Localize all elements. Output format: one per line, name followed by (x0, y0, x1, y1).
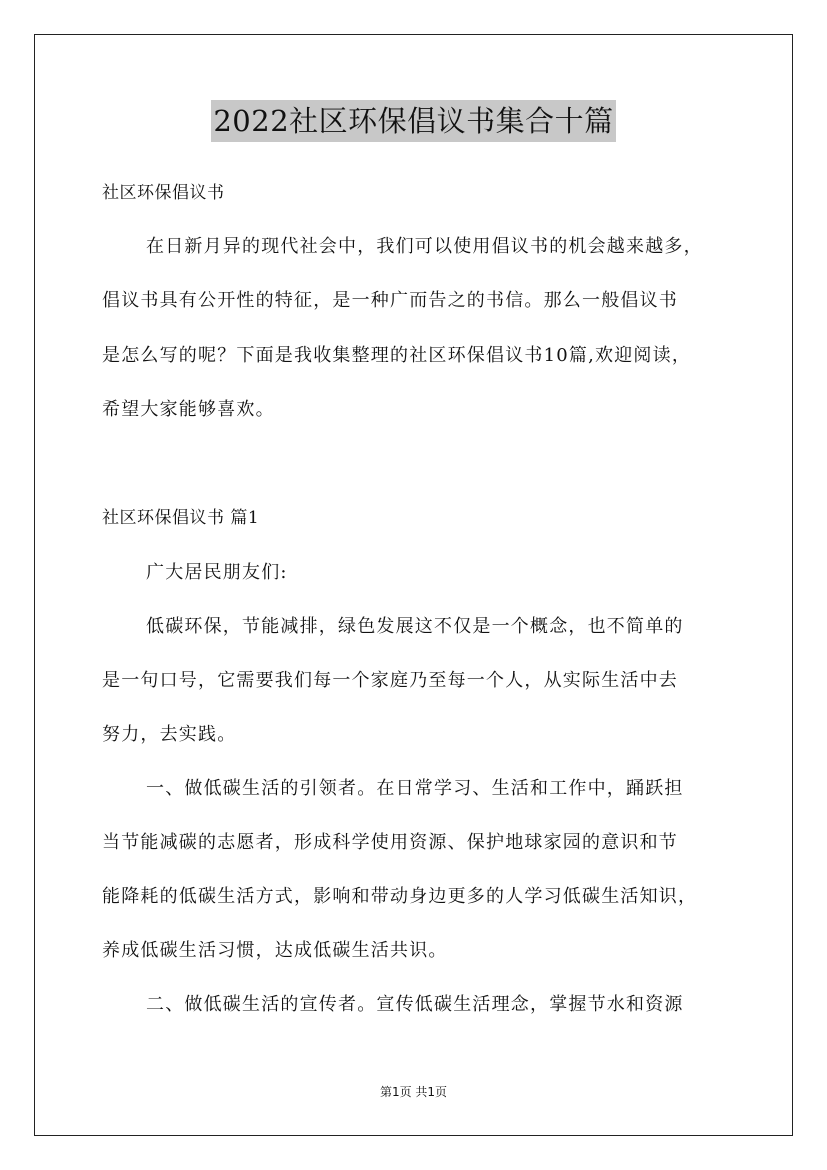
para2-line-1: 一、做低碳生活的引领者。在日常学习、生活和工作中，踊跃担 (146, 778, 684, 799)
intro-line-4: 希望大家能够喜欢。 (102, 399, 275, 420)
intro-line-1: 在日新月异的现代社会中，我们可以使用倡议书的机会越来越多， (146, 236, 703, 257)
para1-line-1: 低碳环保，节能减排，绿色发展这不仅是一个概念，也不简单的 (146, 616, 684, 637)
article-heading: 社区环保倡议书 篇1 (102, 508, 260, 528)
para2-line-3: 能降耗的低碳生活方式，影响和带动身边更多的人学习低碳生活知识， (102, 886, 698, 907)
document-title-text: 2022社区环保倡议书集合十篇 (211, 100, 615, 142)
para2-line-4: 养成低碳生活习惯，达成低碳生活共识。 (102, 940, 448, 961)
intro-line-3: 是怎么写的呢？下面是我收集整理的社区环保倡议书10篇,欢迎阅读， (102, 345, 692, 366)
intro-line-2: 倡议书具有公开性的特征，是一种广而告之的书信。那么一般倡议书 (102, 290, 678, 311)
section-heading: 社区环保倡议书 (102, 183, 225, 203)
para1-line-2: 是一句口号，它需要我们每一个家庭乃至每一个人，从实际生活中去 (102, 670, 678, 691)
page-footer: 第1页 共1页 (379, 1085, 448, 1099)
document-title (0, 100, 827, 142)
para1-line-3: 努力，去实践。 (102, 724, 237, 745)
para3-line-1: 二、做低碳生活的宣传者。宣传低碳生活理念，掌握节水和资源 (146, 994, 684, 1015)
salutation: 广大居民朋友们: (146, 562, 288, 583)
para2-line-2: 当节能减碳的志愿者，形成科学使用资源、保护地球家园的意识和节 (102, 832, 678, 853)
